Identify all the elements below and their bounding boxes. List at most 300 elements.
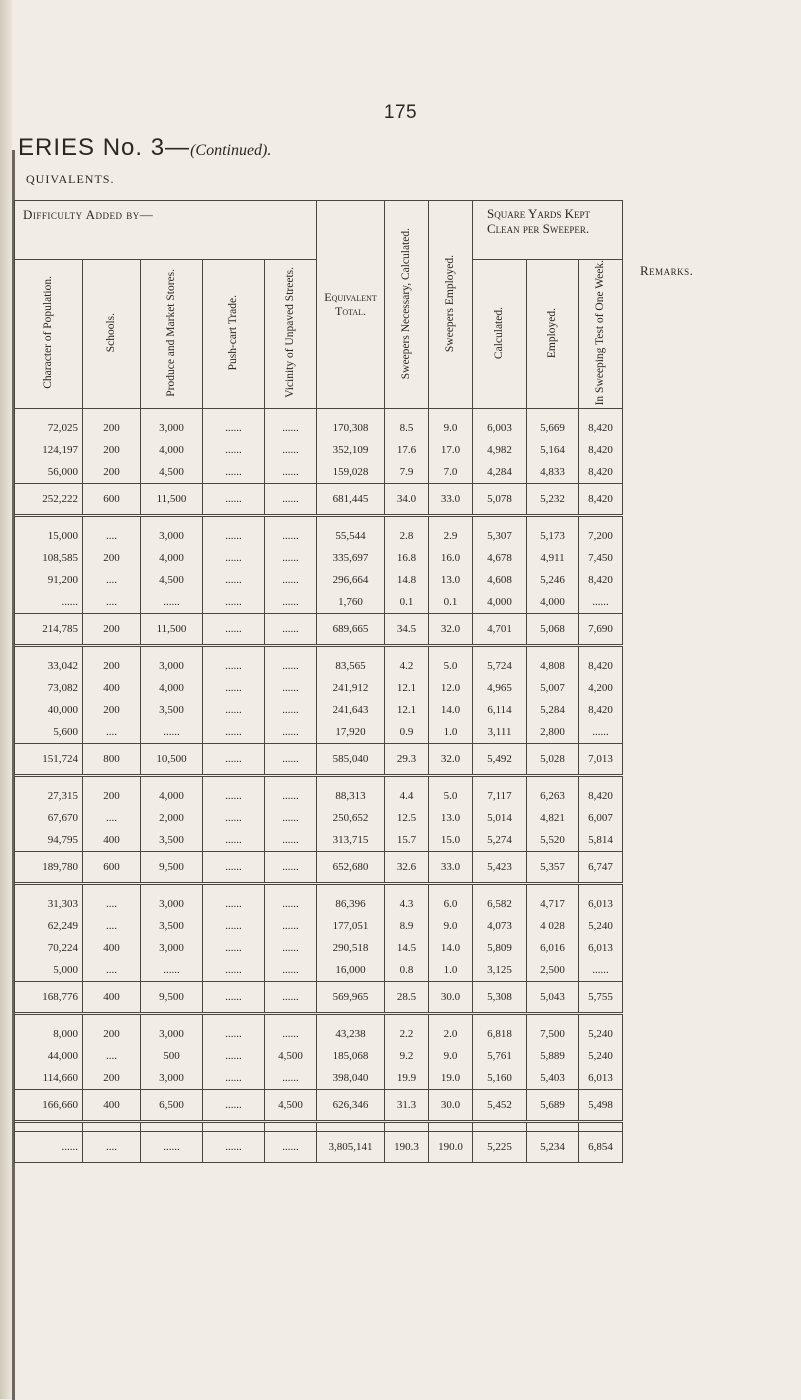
cell-sq-employed: 5,028 <box>527 744 579 776</box>
cell-sq-employed: 6,016 <box>527 937 579 959</box>
table-row <box>15 1067 623 1090</box>
cell-calc-sweepers: 14.5 <box>385 937 429 959</box>
cell-sq-employed: 7,500 <box>527 1023 579 1045</box>
cell-population: 189,780 <box>15 852 83 884</box>
spacer-cell <box>429 1014 473 1024</box>
table-row <box>15 655 623 677</box>
cell-employed-sweepers: 2.0 <box>429 1023 473 1045</box>
cell-sq-employed: 5,284 <box>527 699 579 721</box>
cell-sq-test: 8,420 <box>579 655 623 677</box>
spacer-cell <box>141 884 203 894</box>
spacer-cell <box>317 516 385 526</box>
cell-equivalent: 313,715 <box>317 829 385 852</box>
cell-produce: 4,000 <box>141 547 203 569</box>
page-number: 175 <box>383 102 418 123</box>
cell-sq-test: ...... <box>579 959 623 982</box>
cell-equivalent: 177,051 <box>317 915 385 937</box>
cell-schools: .... <box>83 591 141 614</box>
cell-pushcart: ...... <box>203 893 265 915</box>
cell-produce: 3,500 <box>141 699 203 721</box>
spacer-cell <box>473 776 527 786</box>
cell-population: 5,600 <box>15 721 83 744</box>
subtotal-row <box>15 982 623 1014</box>
cell-sq-calculated: 4,284 <box>473 461 527 484</box>
subtotal-row <box>15 484 623 516</box>
cell-produce: ...... <box>141 1132 203 1163</box>
cell-sq-test: ...... <box>579 591 623 614</box>
cell-employed-sweepers: 17.0 <box>429 439 473 461</box>
cell-employed-sweepers: 19.0 <box>429 1067 473 1090</box>
cell-sq-employed: 5,689 <box>527 1090 579 1122</box>
cell-calc-sweepers: 0.9 <box>385 721 429 744</box>
cell-schools: .... <box>83 959 141 982</box>
spacer-cell <box>265 646 317 656</box>
grand-total-row <box>15 1132 623 1163</box>
cell-vicinity: ...... <box>265 829 317 852</box>
cell-schools: 200 <box>83 655 141 677</box>
cell-calc-sweepers: 28.5 <box>385 982 429 1014</box>
spacer-cell <box>317 884 385 894</box>
cell-schools: 200 <box>83 461 141 484</box>
spacer-cell <box>429 409 473 418</box>
cell-vicinity: ...... <box>265 439 317 461</box>
cell-pushcart: ...... <box>203 744 265 776</box>
spacer-cell <box>579 1014 623 1024</box>
cell-sq-calculated: 4,982 <box>473 439 527 461</box>
cell-pushcart: ...... <box>203 655 265 677</box>
cell-equivalent: 86,396 <box>317 893 385 915</box>
spacer-cell <box>385 646 429 656</box>
cell-pushcart: ...... <box>203 785 265 807</box>
cell-population: 40,000 <box>15 699 83 721</box>
cell-produce: 4,000 <box>141 677 203 699</box>
cell-employed-sweepers: 13.0 <box>429 807 473 829</box>
sq-calculated-header <box>473 260 527 409</box>
spacer-cell <box>579 646 623 656</box>
cell-schools: 400 <box>83 937 141 959</box>
cell-schools: 200 <box>83 547 141 569</box>
sq-employed-label: Employed. <box>546 307 559 358</box>
schools-header <box>83 260 141 409</box>
spacer-cell <box>203 409 265 418</box>
cell-produce: 6,500 <box>141 1090 203 1122</box>
cell-schools: 200 <box>83 439 141 461</box>
cell-sq-calculated: 4,073 <box>473 915 527 937</box>
spacer-cell <box>141 776 203 786</box>
spacer-cell <box>473 1122 527 1132</box>
subtotal-row <box>15 614 623 646</box>
cell-equivalent: 16,000 <box>317 959 385 982</box>
spacer-cell <box>83 409 141 418</box>
cell-pushcart: ...... <box>203 1090 265 1122</box>
spacer-cell <box>265 884 317 894</box>
cell-sq-calculated: 6,114 <box>473 699 527 721</box>
cell-calc-sweepers: 34.5 <box>385 614 429 646</box>
cell-vicinity: ...... <box>265 1023 317 1045</box>
cell-equivalent: 352,109 <box>317 439 385 461</box>
cell-calc-sweepers: 190.3 <box>385 1132 429 1163</box>
cell-sq-calculated: 4,678 <box>473 547 527 569</box>
cell-schools: .... <box>83 807 141 829</box>
cell-vicinity: ...... <box>265 982 317 1014</box>
table-row <box>15 785 623 807</box>
cell-schools: 200 <box>83 1023 141 1045</box>
cell-sq-employed: 5,164 <box>527 439 579 461</box>
spacer-cell <box>15 776 83 786</box>
cell-equivalent: 626,346 <box>317 1090 385 1122</box>
spacer-cell <box>265 409 317 418</box>
cell-sq-test: 5,814 <box>579 829 623 852</box>
cell-employed-sweepers: 1.0 <box>429 959 473 982</box>
spacer-cell <box>203 884 265 894</box>
cell-calc-sweepers: 31.3 <box>385 1090 429 1122</box>
cell-sq-calculated: 5,761 <box>473 1045 527 1067</box>
spacer-row <box>15 1122 623 1132</box>
cell-schools: .... <box>83 1045 141 1067</box>
cell-sq-employed: 5,520 <box>527 829 579 852</box>
cell-schools: 200 <box>83 699 141 721</box>
cell-calc-sweepers: 8.9 <box>385 915 429 937</box>
cell-sq-test: 6,007 <box>579 807 623 829</box>
cell-population: 56,000 <box>15 461 83 484</box>
cell-produce: ...... <box>141 959 203 982</box>
table-row <box>15 461 623 484</box>
spacer-cell <box>473 646 527 656</box>
cell-sq-calculated: 4,965 <box>473 677 527 699</box>
cell-produce: 2,000 <box>141 807 203 829</box>
cell-equivalent: 55,544 <box>317 525 385 547</box>
cell-sq-employed: 2,500 <box>527 959 579 982</box>
cell-sq-calculated: 6,818 <box>473 1023 527 1045</box>
cell-sq-calculated: 5,160 <box>473 1067 527 1090</box>
cell-schools: 800 <box>83 744 141 776</box>
cell-schools: .... <box>83 915 141 937</box>
cell-population: 27,315 <box>15 785 83 807</box>
cell-pushcart: ...... <box>203 959 265 982</box>
cell-sq-employed: 5,043 <box>527 982 579 1014</box>
spacer-cell <box>579 516 623 526</box>
cell-population: 124,197 <box>15 439 83 461</box>
spacer-cell <box>203 1014 265 1024</box>
cell-pushcart: ...... <box>203 417 265 439</box>
spacer-cell <box>203 1122 265 1132</box>
cell-vicinity: ...... <box>265 655 317 677</box>
cell-pushcart: ...... <box>203 614 265 646</box>
cell-sq-test: 8,420 <box>579 417 623 439</box>
cell-sq-employed: 5,889 <box>527 1045 579 1067</box>
cell-calc-sweepers: 7.9 <box>385 461 429 484</box>
cell-pushcart: ...... <box>203 829 265 852</box>
cell-employed-sweepers: 14.0 <box>429 699 473 721</box>
cell-vicinity: ...... <box>265 417 317 439</box>
cell-population: 94,795 <box>15 829 83 852</box>
cell-sq-calculated: 5,225 <box>473 1132 527 1163</box>
spacer-cell <box>385 409 429 418</box>
cell-pushcart: ...... <box>203 1023 265 1045</box>
cell-equivalent: 681,445 <box>317 484 385 516</box>
cell-employed-sweepers: 32.0 <box>429 614 473 646</box>
cell-equivalent: 250,652 <box>317 807 385 829</box>
cell-produce: 3,000 <box>141 525 203 547</box>
cell-sq-employed: 5,669 <box>527 417 579 439</box>
table-row <box>15 439 623 461</box>
cell-produce: 3,000 <box>141 893 203 915</box>
schools-label: Schools. <box>105 313 118 353</box>
cell-equivalent: 296,664 <box>317 569 385 591</box>
spacer-cell <box>429 516 473 526</box>
cell-schools: 400 <box>83 1090 141 1122</box>
cell-sq-employed: 5,173 <box>527 525 579 547</box>
table-row <box>15 677 623 699</box>
cell-sq-test: 8,420 <box>579 484 623 516</box>
cell-vicinity: ...... <box>265 785 317 807</box>
cell-sq-calculated: 3,111 <box>473 721 527 744</box>
cell-vicinity: ...... <box>265 484 317 516</box>
cell-pushcart: ...... <box>203 569 265 591</box>
spacer-cell <box>83 776 141 786</box>
cell-population: 15,000 <box>15 525 83 547</box>
spacer-cell <box>385 1014 429 1024</box>
cell-vicinity: ...... <box>265 547 317 569</box>
cell-sq-calculated: 3,125 <box>473 959 527 982</box>
cell-schools: .... <box>83 721 141 744</box>
cell-sq-test: 8,420 <box>579 699 623 721</box>
cell-sq-calculated: 5,724 <box>473 655 527 677</box>
cell-sq-test: 6,013 <box>579 893 623 915</box>
cell-sq-test: 6,013 <box>579 937 623 959</box>
cell-schools: 200 <box>83 614 141 646</box>
cell-schools: 200 <box>83 417 141 439</box>
cell-produce: 11,500 <box>141 484 203 516</box>
sq-test-header <box>579 260 623 409</box>
cell-sq-calculated: 6,582 <box>473 893 527 915</box>
table-row <box>15 1045 623 1067</box>
spacer-cell <box>15 884 83 894</box>
spacer-cell <box>527 646 579 656</box>
cell-employed-sweepers: 13.0 <box>429 569 473 591</box>
cell-produce: 4,500 <box>141 569 203 591</box>
calc-sweepers-label: Sweepers Necessary, Calculated. <box>400 227 413 379</box>
cell-sq-calculated: 5,492 <box>473 744 527 776</box>
cell-sq-employed: 5,403 <box>527 1067 579 1090</box>
cell-produce: 500 <box>141 1045 203 1067</box>
spacer-cell <box>15 516 83 526</box>
spacer-cell <box>473 409 527 418</box>
cell-calc-sweepers: 17.6 <box>385 439 429 461</box>
cell-sq-test: 8,420 <box>579 439 623 461</box>
spacer-cell <box>141 646 203 656</box>
cell-vicinity: ...... <box>265 959 317 982</box>
spacer-row <box>15 646 623 656</box>
cell-sq-test: 5,498 <box>579 1090 623 1122</box>
cell-produce: 3,500 <box>141 829 203 852</box>
cell-population: 70,224 <box>15 937 83 959</box>
spacer-cell <box>579 884 623 894</box>
spacer-row <box>15 1014 623 1024</box>
title-text: ERIES No. 3— <box>18 134 191 161</box>
calc-sweepers-header <box>385 201 429 409</box>
cell-produce: 4,000 <box>141 785 203 807</box>
cell-vicinity: ...... <box>265 721 317 744</box>
table-subtitle: QUIVALENTS. <box>26 172 115 186</box>
spacer-cell <box>527 1122 579 1132</box>
cell-equivalent: 3,805,141 <box>317 1132 385 1163</box>
spacer-cell <box>83 884 141 894</box>
spacer-cell <box>385 776 429 786</box>
cell-vicinity: ...... <box>265 937 317 959</box>
cell-schools: 400 <box>83 982 141 1014</box>
cell-pushcart: ...... <box>203 982 265 1014</box>
spacer-cell <box>141 1122 203 1132</box>
employed-sweepers-header <box>429 201 473 409</box>
cell-employed-sweepers: 12.0 <box>429 677 473 699</box>
cell-schools: 600 <box>83 852 141 884</box>
cell-population: ...... <box>15 591 83 614</box>
cell-sq-employed: 5,234 <box>527 1132 579 1163</box>
cell-sq-test: 5,240 <box>579 1045 623 1067</box>
cell-employed-sweepers: 5.0 <box>429 655 473 677</box>
spacer-cell <box>527 884 579 894</box>
cell-produce: ...... <box>141 591 203 614</box>
cell-sq-test: 4,200 <box>579 677 623 699</box>
spacer-cell <box>473 884 527 894</box>
cell-equivalent: 17,920 <box>317 721 385 744</box>
cell-pushcart: ...... <box>203 807 265 829</box>
cell-population: 62,249 <box>15 915 83 937</box>
cell-produce: 3,000 <box>141 655 203 677</box>
cell-vicinity: ...... <box>265 569 317 591</box>
cell-equivalent: 335,697 <box>317 547 385 569</box>
cell-sq-employed: 4,833 <box>527 461 579 484</box>
table-row <box>15 937 623 959</box>
spacer-cell <box>265 516 317 526</box>
table-title <box>18 134 271 162</box>
spacer-cell <box>579 1122 623 1132</box>
spacer-cell <box>527 409 579 418</box>
cell-employed-sweepers: 190.0 <box>429 1132 473 1163</box>
equivalent-total-header: Equivalent Total. <box>317 201 385 409</box>
cell-sq-test: 7,690 <box>579 614 623 646</box>
vicinity-label: Vicinity of Unpaved Streets. <box>284 267 297 399</box>
cell-produce: 3,000 <box>141 1023 203 1045</box>
cell-produce: 4,000 <box>141 439 203 461</box>
cell-population: 108,585 <box>15 547 83 569</box>
subtotal-row <box>15 852 623 884</box>
cell-equivalent: 652,680 <box>317 852 385 884</box>
cell-produce: 9,500 <box>141 852 203 884</box>
spacer-cell <box>15 646 83 656</box>
cell-pushcart: ...... <box>203 1067 265 1090</box>
sq-calculated-label: Calculated. <box>493 306 506 359</box>
spacer-cell <box>15 409 83 418</box>
spacer-cell <box>83 1014 141 1024</box>
cell-equivalent: 185,068 <box>317 1045 385 1067</box>
spacer-cell <box>527 1014 579 1024</box>
cell-vicinity: ...... <box>265 461 317 484</box>
cell-employed-sweepers: 6.0 <box>429 893 473 915</box>
table-row <box>15 721 623 744</box>
spacer-row <box>15 409 623 418</box>
cell-pushcart: ...... <box>203 591 265 614</box>
cell-calc-sweepers: 0.1 <box>385 591 429 614</box>
cell-sq-calculated: 6,003 <box>473 417 527 439</box>
cell-schools: 200 <box>83 785 141 807</box>
cell-sq-test: 6,013 <box>579 1067 623 1090</box>
spacer-cell <box>429 646 473 656</box>
cell-vicinity: ...... <box>265 852 317 884</box>
cell-equivalent: 241,912 <box>317 677 385 699</box>
cell-sq-test: 7,450 <box>579 547 623 569</box>
cell-pushcart: ...... <box>203 547 265 569</box>
spacer-cell <box>385 516 429 526</box>
spacer-cell <box>429 884 473 894</box>
cell-population: 72,025 <box>15 417 83 439</box>
spacer-cell <box>317 646 385 656</box>
cell-sq-test: 8,420 <box>579 785 623 807</box>
cell-sq-calculated: 5,809 <box>473 937 527 959</box>
spacer-cell <box>83 516 141 526</box>
cell-equivalent: 1,760 <box>317 591 385 614</box>
square-yards-group-header: Square Yards Kept Clean per Sweeper. <box>473 201 623 260</box>
cell-produce: 10,500 <box>141 744 203 776</box>
cell-sq-test: 8,420 <box>579 461 623 484</box>
cell-sq-test: ...... <box>579 721 623 744</box>
table-row <box>15 525 623 547</box>
cell-equivalent: 689,665 <box>317 614 385 646</box>
cell-sq-employed: 4,808 <box>527 655 579 677</box>
cell-sq-employed: 5,068 <box>527 614 579 646</box>
table-row <box>15 829 623 852</box>
cell-calc-sweepers: 2.8 <box>385 525 429 547</box>
cell-calc-sweepers: 14.8 <box>385 569 429 591</box>
table-row <box>15 893 623 915</box>
cell-vicinity: ...... <box>265 614 317 646</box>
cell-calc-sweepers: 12.1 <box>385 677 429 699</box>
cell-vicinity: 4,500 <box>265 1090 317 1122</box>
cell-schools: 600 <box>83 484 141 516</box>
cell-sq-calculated: 5,078 <box>473 484 527 516</box>
cell-sq-test: 7,200 <box>579 525 623 547</box>
cell-employed-sweepers: 33.0 <box>429 484 473 516</box>
table-row <box>15 915 623 937</box>
spacer-cell <box>265 1014 317 1024</box>
cell-employed-sweepers: 15.0 <box>429 829 473 852</box>
cell-schools: .... <box>83 893 141 915</box>
cell-sq-test: 5,755 <box>579 982 623 1014</box>
cell-calc-sweepers: 2.2 <box>385 1023 429 1045</box>
cell-population: 44,000 <box>15 1045 83 1067</box>
cell-population: 252,222 <box>15 484 83 516</box>
cell-calc-sweepers: 4.4 <box>385 785 429 807</box>
cell-equivalent: 159,028 <box>317 461 385 484</box>
spacer-cell <box>317 1014 385 1024</box>
pushcart-header <box>203 260 265 409</box>
remarks-header: Remarks. <box>640 263 694 278</box>
title-suffix: (Continued). <box>190 142 272 159</box>
cell-employed-sweepers: 30.0 <box>429 1090 473 1122</box>
spacer-cell <box>527 776 579 786</box>
cell-calc-sweepers: 16.8 <box>385 547 429 569</box>
cell-equivalent: 290,518 <box>317 937 385 959</box>
cell-employed-sweepers: 7.0 <box>429 461 473 484</box>
cell-sq-calculated: 5,452 <box>473 1090 527 1122</box>
cell-equivalent: 585,040 <box>317 744 385 776</box>
cell-sq-calculated: 5,274 <box>473 829 527 852</box>
cell-sq-test: 6,747 <box>579 852 623 884</box>
spacer-cell <box>527 516 579 526</box>
cell-population: 91,200 <box>15 569 83 591</box>
subtotal-row <box>15 1090 623 1122</box>
